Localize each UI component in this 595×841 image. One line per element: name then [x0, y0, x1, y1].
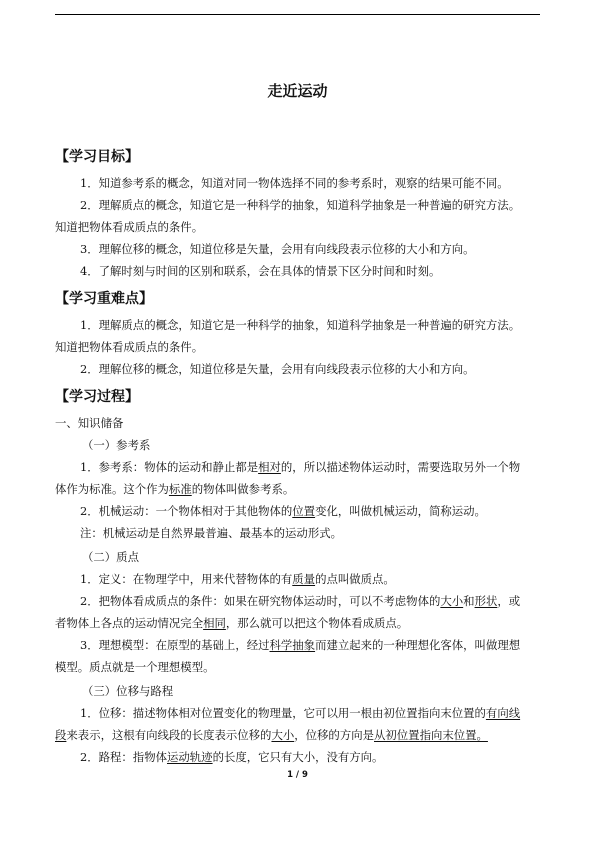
note-text: 注：机械运动是自然界最普遍、最基本的运动形式。 [80, 526, 342, 540]
paragraph-mass-point-condition: 2．把物体看成质点的条件：如果在研究物体运动时，可以不考虑物体的大小和形状，或 [80, 594, 521, 608]
section-heading-key-points: 【学习重难点】 [55, 291, 153, 307]
blank-answer: 质量 [292, 572, 316, 586]
paragraph-definition: 1．定义：在物理学中，用来代替物体的有质量的点叫做质点。 [80, 572, 395, 586]
goal-1: 1．知道参考系的概念，知道对同一物体选择不同的参考系时，观察的结果可能不同。 [80, 176, 509, 190]
goal-3: 3．理解位移的概念，知道位移是矢量，会用有向线段表示位移的大小和方向。 [80, 242, 475, 256]
blank-answer: 相同 [203, 616, 226, 630]
section-heading-process: 【学习过程】 [55, 389, 139, 405]
blank-answer: 位置 [292, 504, 316, 518]
paragraph-ideal-model-cont: 模型。质点就是一个理想模型。 [55, 660, 215, 674]
knowledge-heading: 一、知识储备 [55, 416, 124, 430]
subheading-reference-frame: （一）参考系 [82, 438, 151, 452]
paragraph-mechanical-motion: 2．机械运动：一个物体相对于其他物体的位置变化，叫做机械运动，简称运动。 [80, 504, 486, 518]
blank-answer: 标准 [168, 482, 192, 496]
blank-answer: 大小 [440, 594, 464, 608]
blank-answer: 从初位置指向末位置。 [374, 728, 488, 742]
key-point-2: 2．理解位移的概念，知道位移是矢量，会用有向线段表示位移的大小和方向。 [80, 362, 475, 376]
section-heading-goals: 【学习目标】 [55, 149, 139, 165]
paragraph-mass-point-condition-cont: 者物体上各点的运动情况完全相同，那么就可以把这个物体看成质点。 [55, 616, 409, 630]
paragraph-path-length: 2．路程：指物体运动轨迹的长度，它只有大小，没有方向。 [80, 750, 384, 764]
blank-answer: 相对 [258, 460, 281, 474]
key-point-1-cont: 知道把物体看成质点的条件。 [55, 340, 204, 354]
page-title: 走近运动 [267, 82, 328, 100]
paragraph-reference-frame-cont: 体作为标准。这个作为标准的物体叫做参考系。 [55, 482, 295, 496]
blank-answer: 运动轨迹 [166, 750, 213, 764]
subheading-mass-point: （二）质点 [82, 550, 139, 564]
blank-answer: 大小 [271, 728, 295, 742]
blank-answer: 有向线 [485, 706, 521, 720]
paragraph-displacement: 1．位移：描述物体相对位置变化的物理量，它可以用一根由初位置指向末位置的有向线 [80, 706, 521, 720]
goal-4: 4．了解时刻与时间的区别和联系，会在具体的情景下区分时间和时刻。 [80, 264, 441, 278]
goal-2-cont: 知道把物体看成质点的条件。 [55, 220, 204, 234]
goal-2: 2．理解质点的概念，知道它是一种科学的抽象，知道科学抽象是一种普遍的研究方法。 [80, 198, 521, 212]
blank-answer: 段 [55, 728, 67, 742]
paragraph-ideal-model: 3．理想模型：在原型的基础上，经过科学抽象而建立起来的一种理想化客体，叫做理想 [80, 638, 521, 652]
blank-answer: 科学抽象 [269, 638, 316, 652]
paragraph-reference-frame: 1．参考系：物体的运动和静止都是相对的，所以描述物体运动时，需要选取另外一个物 [80, 460, 521, 474]
key-point-1: 1．理解质点的概念，知道它是一种科学的抽象，知道科学抽象是一种普遍的研究方法。 [80, 318, 521, 332]
page-number: 1 / 9 [287, 770, 308, 780]
blank-answer: 形状 [474, 594, 498, 608]
subheading-displacement: （三）位移与路程 [82, 684, 174, 698]
paragraph-displacement-cont: 段来表示，这根有向线段的长度表示位移的大小，位移的方向是从初位置指向末位置。 [55, 728, 488, 742]
header-rule [55, 14, 540, 15]
